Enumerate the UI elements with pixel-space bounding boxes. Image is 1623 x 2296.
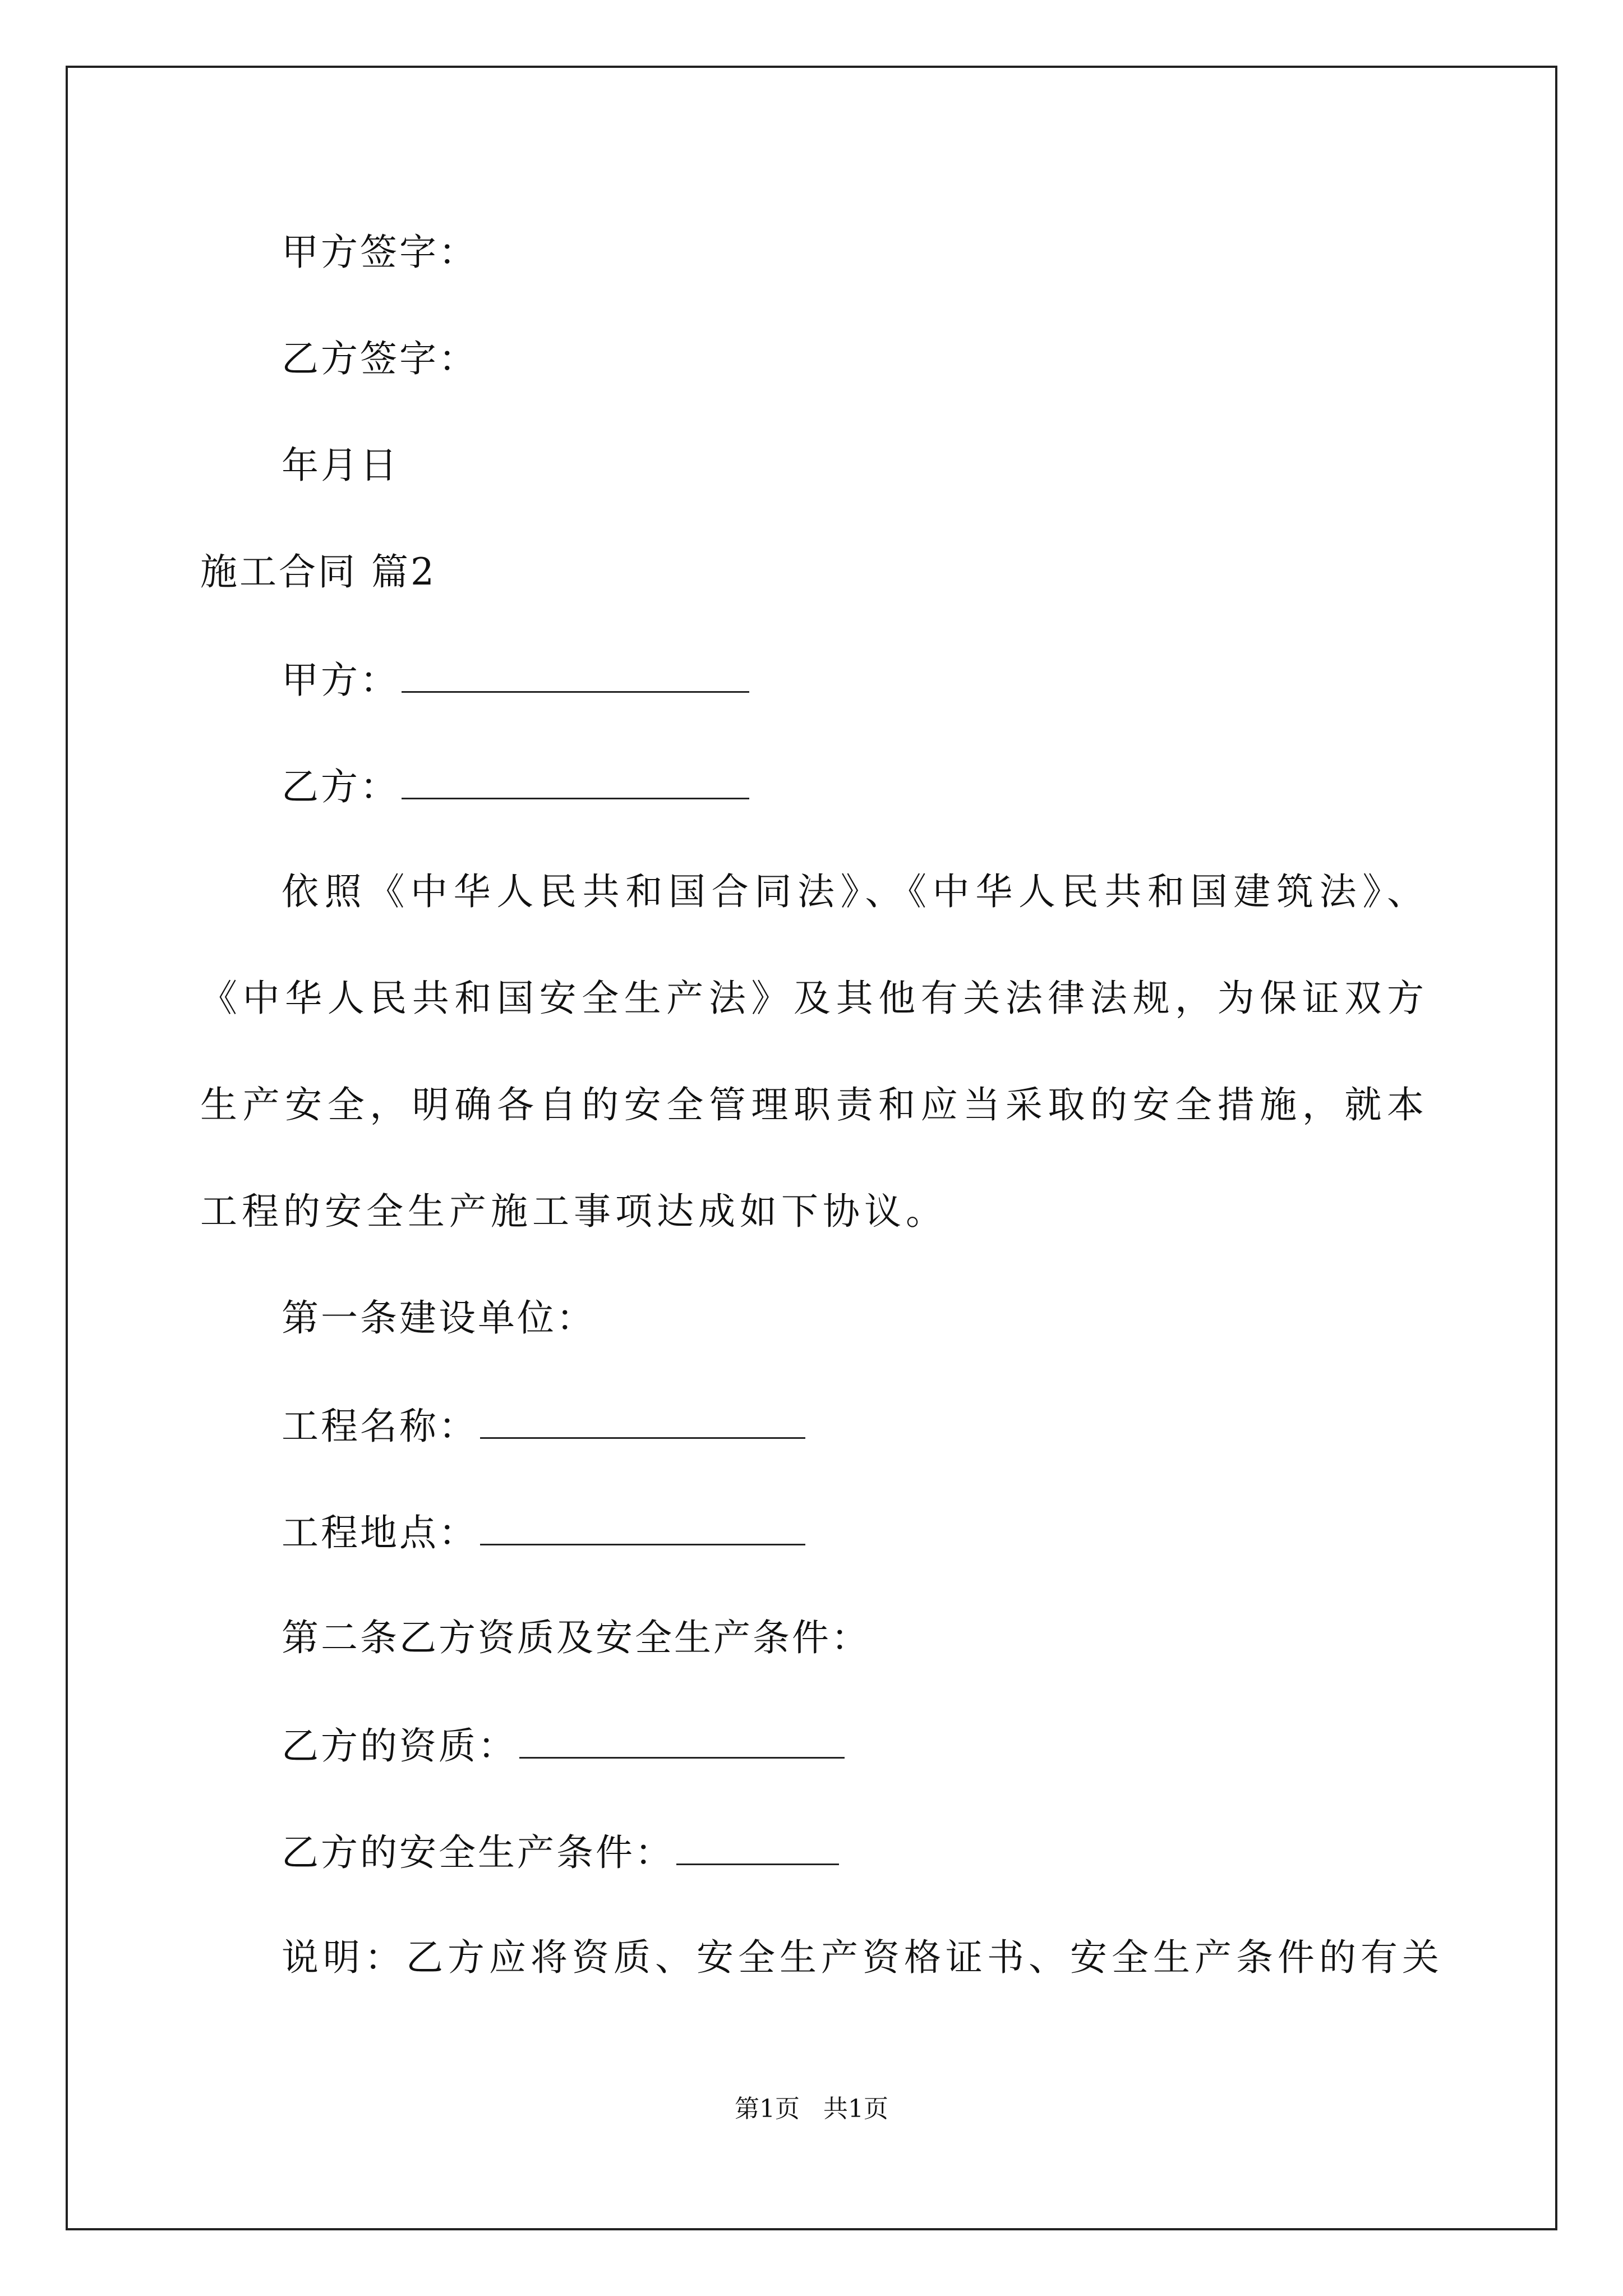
intro-paragraph: 依照《中华人民共和国合同法》、《中华人民共和国建筑法》、《中华人民共和国安全生产法》及其他有关法律法规，为保证双方生产安全，明确各自的安全管理职责和应当采取的安全措施，就本工程的安全生产施工事项达成如下协议。	[200, 870, 1428, 1233]
party-b-blank[interactable]	[402, 763, 749, 799]
date-label: 年月日	[282, 444, 399, 487]
party-b-qualification-line	[282, 1722, 845, 1769]
page-footer	[0, 2092, 1623, 2126]
party-b-safety-conditions-blank[interactable]	[676, 1829, 839, 1865]
party-b-signature-label: 乙方签字：	[282, 337, 478, 380]
project-name-label: 工程名称：	[282, 1405, 478, 1448]
project-location-blank[interactable]	[480, 1509, 805, 1545]
article-1-label: 第一条建设单位：	[282, 1296, 596, 1340]
party-b-safety-conditions-label: 乙方的安全生产条件：	[282, 1831, 674, 1874]
note-text: 说明：乙方应将资质、安全生产资格证书、安全生产条件的有关	[282, 1936, 1444, 1979]
party-a-blank[interactable]	[402, 656, 749, 693]
page-total: 共1页	[823, 2095, 888, 2123]
party-a-line	[282, 656, 749, 703]
page-current: 第1页	[735, 2095, 800, 2123]
project-location-label: 工程地点：	[282, 1511, 478, 1554]
article-2-line	[282, 1616, 870, 1660]
project-name-blank[interactable]	[480, 1402, 805, 1439]
article-2-label: 第二条乙方资质及安全生产条件：	[282, 1616, 870, 1659]
party-b-line	[282, 763, 749, 809]
project-location-line	[282, 1509, 805, 1556]
party-b-label: 乙方：	[282, 765, 399, 808]
party-b-signature-line	[282, 337, 478, 381]
party-a-label: 甲方：	[282, 659, 399, 702]
note-line	[282, 1935, 1444, 1980]
section-title-text: 施工合同 篇2	[200, 550, 436, 593]
party-a-signature-label: 甲方签字：	[282, 231, 478, 274]
party-b-qualification-label: 乙方的资质：	[282, 1724, 517, 1768]
date-line	[282, 443, 399, 488]
project-name-line	[282, 1402, 805, 1449]
article-1-line	[282, 1296, 596, 1341]
party-b-qualification-blank[interactable]	[519, 1722, 845, 1759]
section-title	[200, 550, 436, 595]
party-a-signature-line	[282, 230, 478, 275]
party-b-safety-conditions-line	[282, 1829, 839, 1875]
